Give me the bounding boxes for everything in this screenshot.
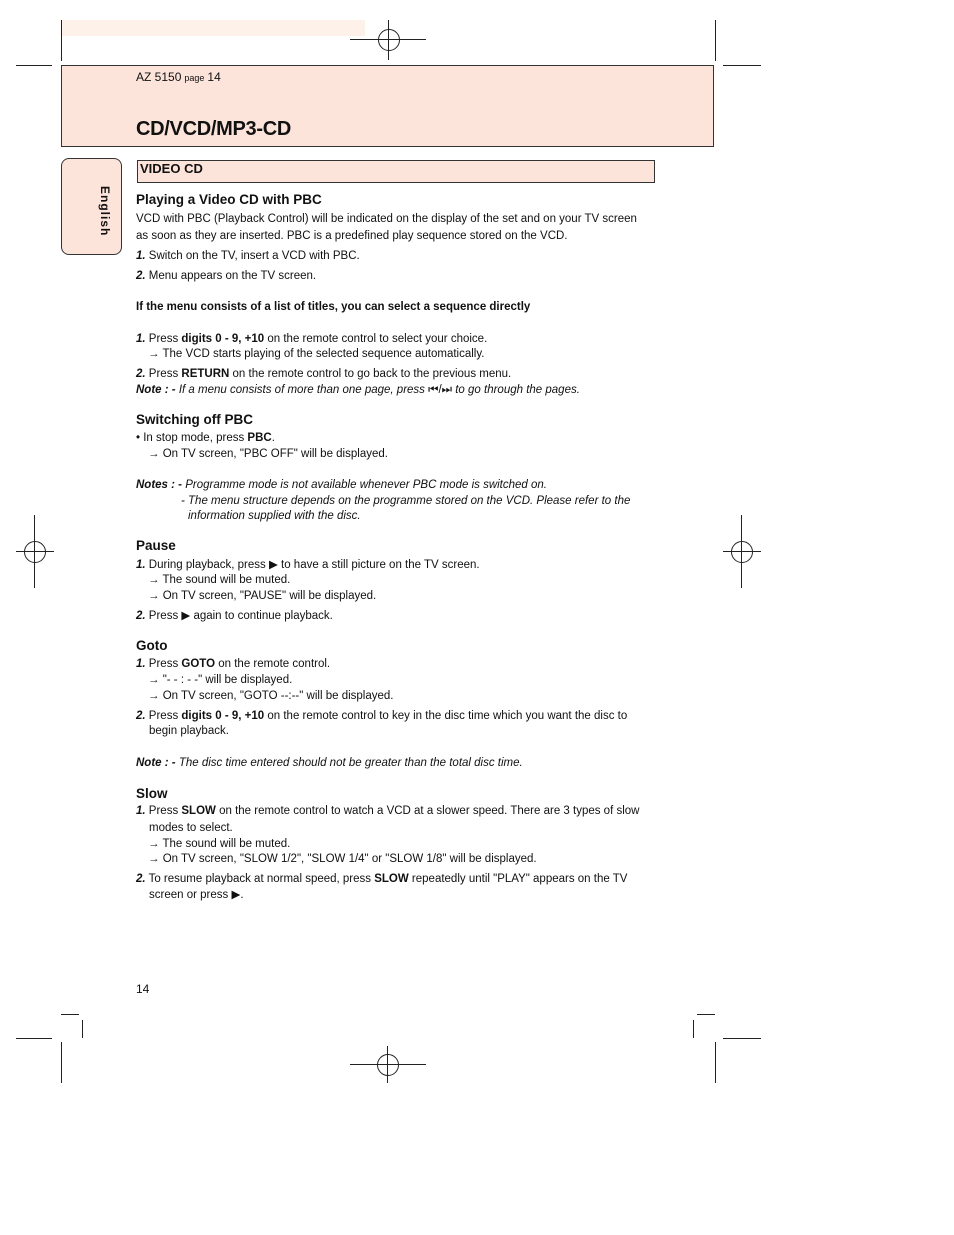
switch-off-note-1: Notes : - Programme mode is not available whenever PBC mode is switched on. <box>136 479 547 491</box>
header-page-number: 14 <box>207 70 221 84</box>
page-word: page <box>184 73 205 83</box>
goto-step-2: 2. Press digits 0 - 9, +10 on the remote control to key in the disc time which you want the disc to <box>136 710 628 722</box>
goto-step-1: 1. Press GOTO on the remote control. <box>136 658 331 670</box>
slow-step-1-line2: modes to select. <box>149 822 233 834</box>
pause-result-2: → On TV screen, "PAUSE" will be displayed. <box>148 590 377 602</box>
goto-note: Note : - The disc time entered should not be greater than the total disc time. <box>136 757 523 769</box>
switch-off-result: → On TV screen, "PBC OFF" will be displayed. <box>148 448 388 460</box>
menu-step-1-result: → The VCD starts playing of the selected sequence automatically. <box>148 348 485 360</box>
play-icon: ▶ <box>231 889 241 901</box>
slow-step-1: 1. Press SLOW on the remote control to watch a VCD at a slower speed. There are 3 types of slow <box>136 805 640 817</box>
switch-off-heading: Switching off PBC <box>136 412 253 427</box>
slow-heading: Slow <box>136 786 168 801</box>
menu-heading: If the menu consists of a list of titles, you can select a sequence directly <box>136 301 531 313</box>
pbc-intro-line1: VCD with PBC (Playback Control) will be indicated on the display of the set and on your TV screen <box>136 213 637 225</box>
page-title: CD/VCD/MP3-CD <box>136 118 291 140</box>
pause-heading: Pause <box>136 538 176 553</box>
play-icon: ▶ <box>268 559 278 571</box>
pbc-step-2: 2. Menu appears on the TV screen. <box>136 270 317 282</box>
pause-step-2: 2. Press ▶ again to continue playback. <box>136 610 333 622</box>
goto-result-1: → "- - : - -" will be displayed. <box>148 674 293 686</box>
prev-next-icon: ⏮/⏭ <box>428 384 453 396</box>
pbc-step-1: 1. Switch on the TV, insert a VCD with PBC. <box>136 250 360 262</box>
section-heading-box <box>137 160 655 183</box>
switch-off-note-2-line1: - The menu structure depends on the programme stored on the VCD. Please refer to the <box>181 495 631 507</box>
menu-note: Note : - If a menu consists of more than one page, press ⏮/⏭ to go through the pages. <box>136 384 580 396</box>
slow-step-2-line2: screen or press ▶. <box>149 889 244 901</box>
slow-result-1: → The sound will be muted. <box>148 838 291 850</box>
switch-off-note-2-line2: information supplied with the disc. <box>188 510 361 522</box>
goto-heading: Goto <box>136 638 168 653</box>
switch-off-bullet: • In stop mode, press PBC. <box>136 432 275 444</box>
footer-page-number: 14 <box>136 982 150 996</box>
goto-step-2-line2: begin playback. <box>149 725 229 737</box>
goto-result-2: → On TV screen, "GOTO --:--" will be displayed. <box>148 690 394 702</box>
top-color-strip <box>62 20 365 36</box>
pause-result-1: → The sound will be muted. <box>148 574 291 586</box>
language-tab <box>61 158 122 255</box>
play-icon: ▶ <box>181 610 191 622</box>
section-title: VIDEO CD <box>140 161 203 176</box>
slow-result-2: → On TV screen, "SLOW 1/2", "SLOW 1/4" or "SLOW 1/8" will be displayed. <box>148 853 537 865</box>
menu-step-2: 2. Press RETURN on the remote control to go back to the previous menu. <box>136 368 512 380</box>
pbc-heading: Playing a Video CD with PBC <box>136 192 322 207</box>
model-number: AZ 5150 <box>136 70 182 84</box>
language-label: English <box>98 186 112 237</box>
pbc-intro-line2: as soon as they are inserted. PBC is a predefined play sequence stored on the VCD. <box>136 230 568 242</box>
menu-step-1: 1. Press digits 0 - 9, +10 on the remote control to select your choice. <box>136 333 488 345</box>
slow-step-2: 2. To resume playback at normal speed, press SLOW repeatedly until "PLAY" appears on the TV <box>136 873 628 885</box>
pause-step-1: 1. During playback, press ▶ to have a still picture on the TV screen. <box>136 559 480 571</box>
header-meta <box>136 70 221 84</box>
